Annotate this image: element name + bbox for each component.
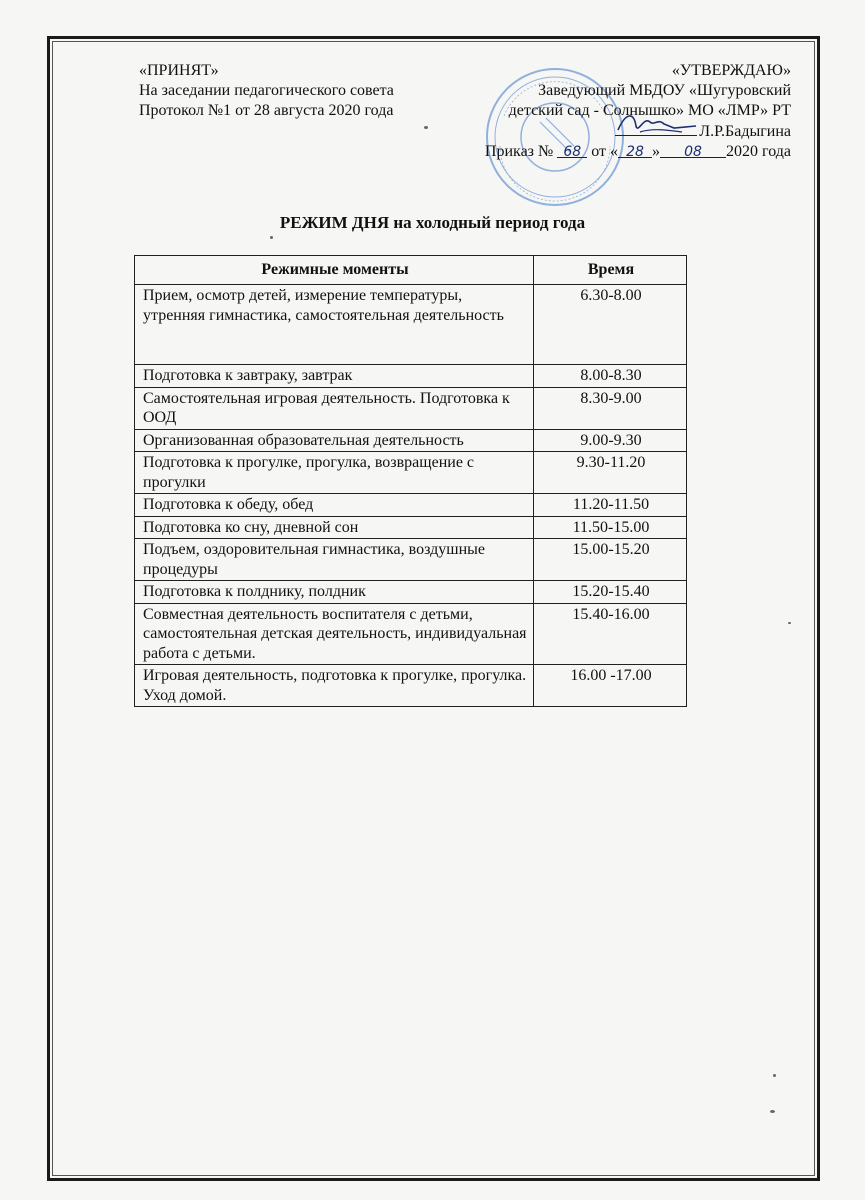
activity-cell: Самостоятельная игровая деятельность. Подготовка к ООД [135,387,534,429]
order-number-blank [557,142,587,158]
activity-cell: Подготовка ко сну, дневной сон [135,516,534,539]
activity-cell: Игровая деятельность, подготовка к прогулке, прогулка. Уход домой. [135,665,534,707]
order-month: 08 [684,144,702,160]
time-cell: 8.00-8.30 [534,365,687,388]
scan-speck [424,126,428,129]
order-year: 2020 года [726,143,791,160]
order-day: 28 [626,144,644,160]
table-row [135,285,687,365]
order-from-text: от « [591,143,619,160]
activity-cell: Подготовка к прогулке, прогулка, возвращение с прогулки [135,452,534,494]
order-prefix: Приказ № [484,143,554,160]
time-cell: 15.00-15.20 [534,539,687,581]
table-row [135,387,687,429]
signer-line [471,121,791,142]
table-row [135,494,687,517]
signer-name: Л.Р.Бадыгина [699,123,791,140]
order-month-blank [660,142,726,158]
activity-cell: Совместная деятельность воспитателя с детьми, самостоятельная детская деятельность, индивидуальная работа с детьми. [135,603,534,665]
table-row [135,539,687,581]
table-row [135,452,687,494]
table-row [135,516,687,539]
order-number: 68 [563,144,582,160]
order-day-blank [618,142,652,158]
activity-cell: Организованная образовательная деятельность [135,429,534,452]
activity-cell: Подготовка к завтраку, завтрак [135,365,534,388]
approved-block [471,61,791,162]
time-cell: 9.00-9.30 [534,429,687,452]
order-line [471,142,791,162]
activity-cell: Подготовка к обеду, обед [135,494,534,517]
table-row [135,429,687,452]
column-header-activity: Режимные моменты [135,256,534,285]
approved-label: «УТВЕРЖДАЮ» [671,62,791,79]
page-title: РЕЖИМ ДНЯ на холодный период года [279,213,586,232]
pedagogical-council-line: На заседании педагогического совета [139,82,394,99]
column-header-time: Время [534,256,687,285]
table-row [135,665,687,707]
time-cell: 11.50-15.00 [534,516,687,539]
time-cell: 6.30-8.00 [534,285,687,365]
time-cell: 15.20-15.40 [534,581,687,604]
table-row [135,603,687,665]
scan-speck [770,1110,775,1113]
activity-cell: Подъем, оздоровительная гимнастика, воздушные процедуры [135,539,534,581]
time-cell: 9.30-11.20 [534,452,687,494]
time-cell: 16.00 -17.00 [534,665,687,707]
protocol-line: Протокол №1 от 28 августа 2020 года [139,102,394,119]
table-row [135,365,687,388]
table-row [135,581,687,604]
scan-speck [773,1074,776,1077]
schedule-table [134,255,687,707]
accepted-block [139,61,394,121]
order-quote-close: » [652,143,661,160]
activity-cell: Прием, осмотр детей, измерение температуры, утренняя гимнастика, самостоятельная деятельность [135,285,534,365]
time-cell: 15.40-16.00 [534,603,687,665]
signature-line [615,121,697,136]
time-cell: 8.30-9.00 [534,387,687,429]
scan-speck [270,236,273,239]
activity-cell: Подготовка к полднику, полдник [135,581,534,604]
scan-speck [788,622,791,624]
accepted-label: «ПРИНЯТ» [139,62,219,79]
head-position-line: Заведующий МБДОУ «Шугуровский [538,82,791,99]
organization-line: детский сад - Солнышко» МО «ЛМР» РТ [508,102,791,119]
time-cell: 11.20-11.50 [534,494,687,517]
table-header-row [135,256,687,285]
